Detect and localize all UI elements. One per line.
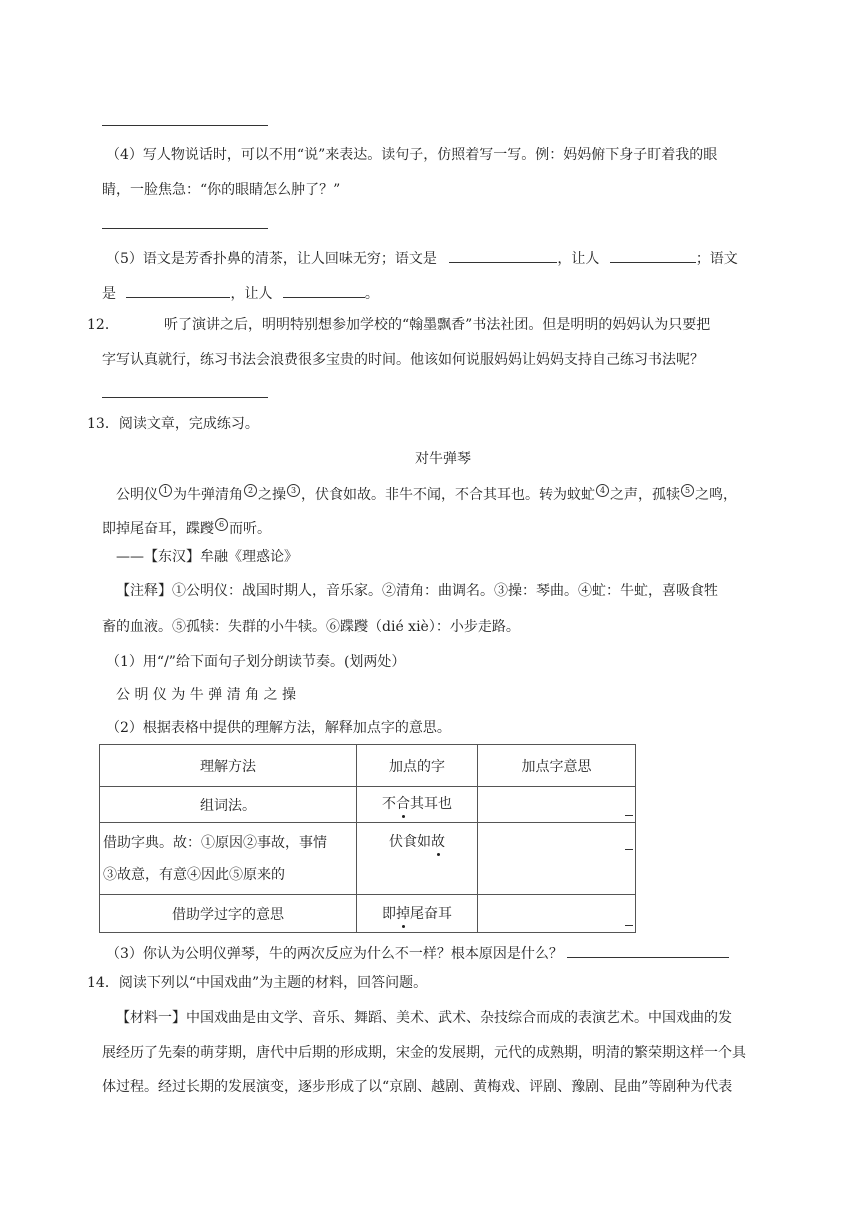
text: 即	[382, 906, 396, 922]
method-cell	[100, 823, 357, 895]
answer-blank[interactable]	[625, 849, 633, 850]
q13-text-line1	[116, 484, 737, 502]
answer-blank[interactable]	[283, 283, 365, 298]
q14-intro: 14．阅读下列以“中国戏曲”为主题的材料，回答问题。	[87, 975, 428, 991]
text: ；语文	[695, 251, 738, 267]
q13-sub1: （1）用“/”给下面句子划分朗读节奏。(划两处）	[106, 654, 406, 670]
answer-line[interactable]	[102, 228, 268, 229]
text: 伏食如	[389, 834, 431, 850]
vocab-table	[99, 744, 636, 933]
q13-note-line1: 【注释】①公明仪：战国时期人，音乐家。②清角：曲调名。③操：琴曲。④虻：牛虻，喜吸食牲	[116, 583, 718, 599]
q14-material-line3: 体过程。经过长期的发展演变，逐步形成了以“京剧、越剧、黄梅戏、评剧、豫剧、昆曲”等剧种为代表	[102, 1079, 733, 1095]
q13-source: ——【东汉】牟融《理惑论》	[116, 549, 298, 565]
text: 为牛弹清角	[173, 487, 243, 503]
table-header: 理解方法	[100, 745, 357, 787]
q14-material-line2: 展经历了先秦的萌芽期，唐代中后期的形成期，宋金的发展期，元代的成熟期，明清的繁荣期这样一个具	[102, 1045, 746, 1061]
answer-blank[interactable]	[449, 248, 557, 263]
text: 之操	[258, 487, 286, 503]
footnote-5: 5	[681, 484, 694, 497]
text: ，伏食如故。非牛不闻，不合其耳也。转为蚊虻	[301, 487, 595, 503]
q11-part4-line2: 睛，一脸焦急：“你的眼睛怎么肿了？”	[102, 182, 341, 198]
q13-text-line2	[102, 518, 271, 536]
answer-cell[interactable]	[478, 895, 636, 933]
table-row	[100, 895, 636, 933]
answer-line[interactable]	[102, 397, 268, 398]
text: 而听。	[229, 521, 271, 537]
dotted-char: 掉	[396, 903, 410, 923]
text: ，让人	[230, 286, 273, 302]
text: 其耳也	[410, 796, 452, 812]
q12-number: 12．	[87, 317, 119, 333]
text: 不	[382, 796, 396, 812]
table-row	[100, 787, 636, 823]
method-cell: 组词法。	[100, 787, 357, 823]
q11-part5-line1	[106, 248, 738, 266]
table-header: 加点字意思	[478, 745, 636, 787]
text: ，让人	[557, 251, 600, 267]
q13-sentence: 公 明 仪 为 牛 弹 清 角 之 操	[116, 687, 297, 703]
q11-part4-line1: （4）写人物说话时，可以不用“说”来表达。读句子，仿照着写一写。例：妈妈俯下身子盯着我的眼	[106, 147, 718, 163]
table-row	[100, 823, 636, 895]
text: 。	[364, 286, 379, 302]
q12-line1: 听了演讲之后，明明特别想参加学校的“翰墨飘香”书法社团。但是明明的妈妈认为只要把	[164, 317, 711, 333]
text: 公明仪	[116, 487, 158, 503]
q13-intro: 13．阅读文章，完成练习。	[87, 416, 259, 432]
q13-note-line2: 畜的血液。⑤孤犊：失群的小牛犊。⑥蹀躞（dié xiè）：小步走路。	[102, 619, 520, 635]
word-cell	[357, 895, 478, 933]
footnote-6: 6	[215, 518, 228, 531]
text: （3）你认为公明仪弹琴，牛的两次反应为什么不一样？根本原因是什么？	[106, 946, 563, 962]
dotted-char: 合	[396, 793, 410, 813]
text: 即掉尾奋耳，蹀躞	[102, 521, 214, 537]
text: 尾奋耳	[410, 906, 452, 922]
footnote-3: 3	[287, 484, 300, 497]
answer-cell[interactable]	[478, 823, 636, 895]
answer-blank[interactable]	[610, 248, 696, 263]
answer-blank[interactable]	[567, 943, 729, 958]
answer-blank[interactable]	[625, 925, 633, 926]
q12-line2: 字写认真就行，练习书法会浪费很多宝贵的时间。他该如何说服妈妈让妈妈支持自己练习书法呢？	[102, 352, 704, 368]
text: 是	[102, 286, 116, 302]
q14-material-line1: 【材料一】中国戏曲是由文学、音乐、舞蹈、美术、武术、杂技综合而成的表演艺术。中国戏曲的发	[116, 1010, 732, 1026]
text: ③故意，有意④因此⑤原来的	[103, 866, 285, 883]
text: 之鸣，	[695, 487, 737, 503]
footnote-2: 2	[244, 484, 257, 497]
q13-sub3	[106, 943, 729, 961]
text: 之声，孤犊	[610, 487, 680, 503]
answer-cell[interactable]	[478, 787, 636, 823]
q13-sub2: （2）根据表格中提供的理解方法，解释加点字的意思。	[106, 720, 451, 736]
word-cell	[357, 823, 478, 895]
footnote-1: 1	[159, 484, 172, 497]
answer-blank[interactable]	[625, 815, 633, 816]
q11-part5-line2	[102, 283, 379, 301]
word-cell	[357, 787, 478, 823]
q13-title: 对牛弹琴	[415, 451, 471, 467]
footnote-4: 4	[596, 484, 609, 497]
answer-line[interactable]	[102, 125, 268, 126]
table-header: 加点的字	[357, 745, 478, 787]
method-cell: 借助学过字的意思	[100, 895, 357, 933]
dotted-char: 故	[431, 831, 445, 851]
text: （5）语文是芳香扑鼻的清茶，让人回味无穷；语文是	[106, 251, 437, 267]
text: 借助字典。故：①原因②事故，事情	[103, 834, 327, 851]
answer-blank[interactable]	[126, 283, 230, 298]
